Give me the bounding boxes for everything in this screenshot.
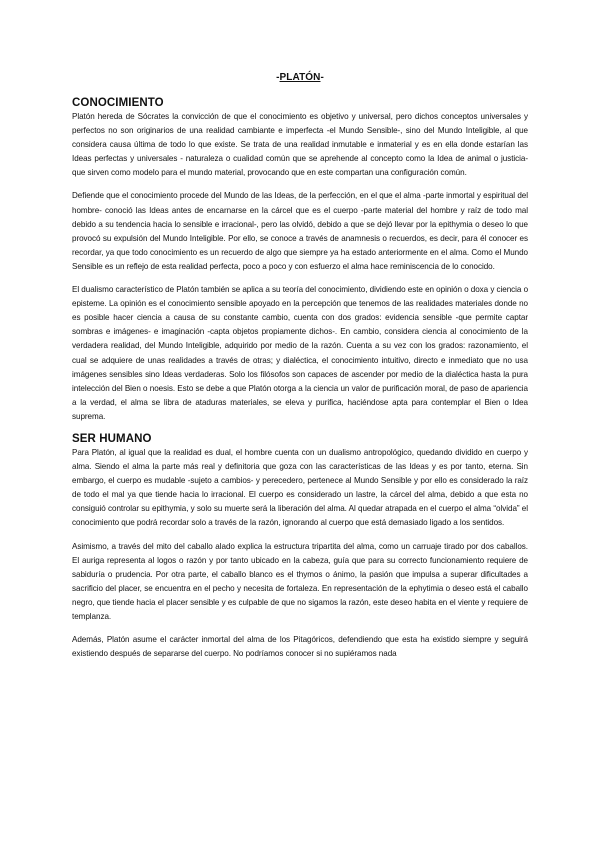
document-title bbox=[72, 72, 528, 83]
paragraph: Además, Platón asume el carácter inmortal del alma de los Pitagóricos, defendiendo que esta ha existido siempre y seguirá existiendo después de separarse del cuerpo. No podríamos conocer si no supiéramos nada bbox=[72, 635, 528, 659]
title-text: PLATÓN bbox=[279, 72, 321, 83]
section-heading: CONOCIMIENTO bbox=[72, 97, 164, 109]
paragraph: Asimismo, a través del mito del caballo alado explica la estructura tripartita del alma, como un carruaje tirado por dos caballos. El auriga representa al logos o razón y por tanto ubicado en la cabeza, guía que para su correcto funcionamiento requiere de sabiduría o prudencia. Por otra parte, el caballo blanco es el thymos o ánimo, la pasión que impulsa a superar dificultades a sacrificio del placer, se encuentra en el pecho y necesita de fortaleza. En representación de la ephytimia o deseo está el caballo negro, que tiende hacia el placer sensible y es culpable de que no sigamos la razón, este deseo habita en el viente y requiere de templanza. bbox=[72, 541, 528, 621]
section-conocimiento bbox=[72, 97, 528, 424]
section-ser-humano bbox=[72, 433, 528, 661]
paragraph: Platón hereda de Sócrates la convicción de que el conocimiento es objetivo y universal, pero dichos conceptos universales y perfectos no son originarios de una realidad cambiante e imperfecta -el Mundo Sensible-, sino del Mundo Inteligible, al que considera causa última de todo lo que existe. Se trata de una realidad inmutable e inmaterial y es en ella donde estarían las Ideas perfectas y universales - naturaleza o cualidad común que se aprehende al concepto como la Idea de animal o justicia- que sirven como modelo para el mundo material, provocando que en este compartan una configuración común. bbox=[72, 112, 528, 178]
title-prefix: - bbox=[276, 72, 280, 83]
document-page bbox=[72, 72, 528, 670]
paragraph: El dualismo característico de Platón también se aplica a su teoría del conocimiento, dividiendo este en opinión o doxa y ciencia o episteme. La opinión es el conocimiento sensible apoyado en la percepción que tenemos de las realidades materiales donde no es posible hacer ciencia a causa de su constante cambio, cuenta con dos grados: evidencia sensible -que permite captar sombras e imágenes- e imaginación -capta objetos propiamente dichos-. En cambio, considera ciencia al conocimiento de la verdadera realidad, del Mundo Inteligible, adquirido por medio de la razón. Cuenta a su vez con los grados: razonamiento, el cual se adquiere de unas realidades a través de otras; y dialéctica, el conocimiento intuitivo, directo e inmediato que no usa imágenes sensibles sino Ideas verdaderas. Solo los filósofos son capaces de ascender por medio de la dialéctica hasta la pura intelección del Bien o noesis. Esto se debe a que Platón otorga a la ciencia un valor de purificación moral, de paso de apariencia a la verdad, el alma se libra de ataduras materiales, se eleva y purifica, haciéndose apta para contemplar el Bien o Idea suprema. bbox=[72, 285, 529, 421]
title-suffix: - bbox=[320, 72, 324, 83]
paragraph: Defiende que el conocimiento procede del Mundo de las Ideas, de la perfección, en el que el alma -parte inmortal y espiritual del hombre- conoció las Ideas antes de encarnarse en la cárcel que es el cuerpo -parte material del hombre y raíz de todo mal debido a su tendencia hacia lo sensible e irracional-, pero las olvidó, debido a que se dejó llevar por la epithymia o deseo lo que provocó su expulsión del Mundo Inteligible. Por ello, se conoce a través de anamnesis o recuerdos, es decir, para él conocer es recordar, ya que todo conocimiento es un recuerdo de algo que siempre ya ha estado anteriormente en el alma. Como el Mundo Sensible es un reflejo de esta realidad perfecta, poco a poco y con esfuerzo el alma hace reminiscencia de lo conocido. bbox=[72, 191, 528, 271]
section-heading: SER HUMANO bbox=[72, 432, 152, 445]
paragraph: Para Platón, al igual que la realidad es dual, el hombre cuenta con un dualismo antropológico, quedando dividido en cuerpo y alma. Siendo el alma la parte más real y definitoria que goza con las características de las Ideas y es por tanto, eterna. Sin embargo, el cuerpo es mudable -sujeto a cambios- y perecedero, pertenece al Mundo Sensible y por ello es considerado la raíz de todo el mal ya que tiende hacia lo irracional. El cuerpo es considerado un lastre, la cárcel del alma, debido a que esta no consiguió controlar su epithymia, y solo su muerte será la liberación del alma. Al quedar atrapada en el cuerpo el alma “olvida” el conocimiento que podrá recordar solo a través de la razón, ignorando al cuerpo que está demasiado ligado a los sentidos. bbox=[72, 447, 528, 528]
